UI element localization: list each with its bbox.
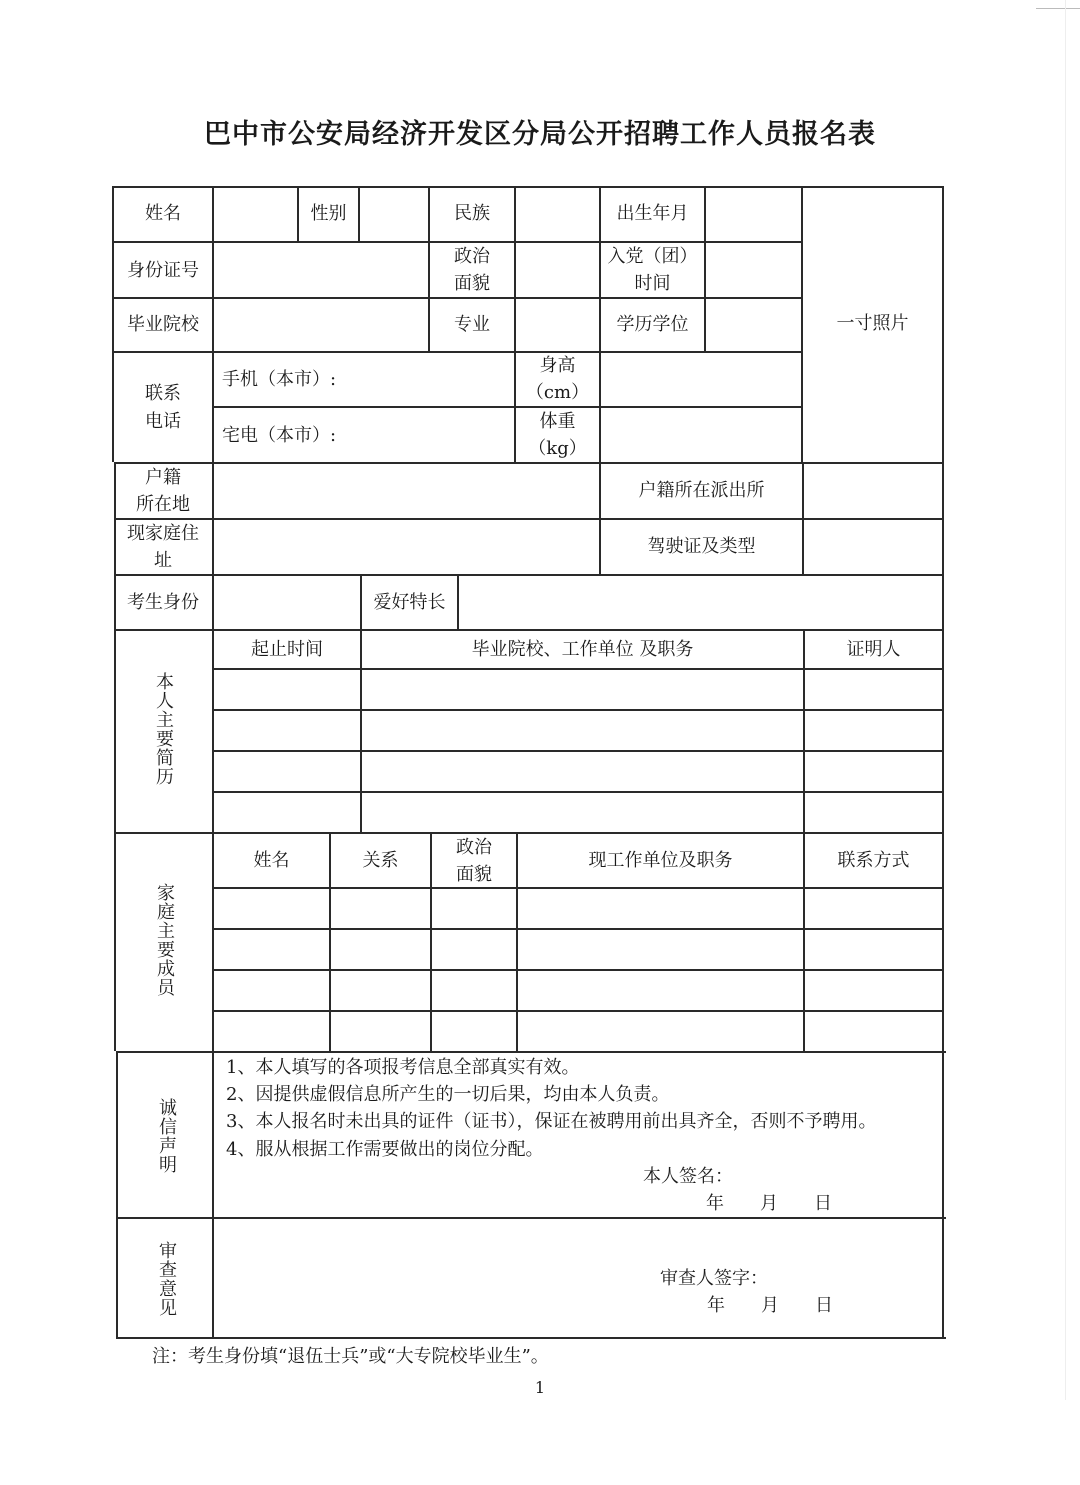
photo-placeholder: 一寸照片 [836,313,909,334]
label-hobby: 爱好特长 [373,592,446,613]
label-degree: 学历学位 [616,314,689,335]
label-name: 姓名 [145,203,181,224]
declaration-item-3: 3、本人报名时未出具的证件（证书），保证在被聘用前出具齐全，否则不予聘用。 [226,1111,877,1132]
label-ethnicity: 民族 [454,203,490,224]
label-school: 毕业院校 [127,314,199,335]
label-resume: 本人主要简历 [156,672,174,788]
label-declaration: 诚信声明 [159,1098,177,1176]
scan-edge-line [1065,0,1066,1400]
label-review: 审查意见 [159,1241,177,1319]
family-col-politics-2: 面貌 [456,864,492,885]
family-col-name: 姓名 [253,850,290,871]
label-major: 专业 [454,314,490,335]
review-signature: 审查人签字： [660,1268,768,1289]
footnote: 注：考生身份填“退伍士兵”或“大专院校毕业生”。 [152,1346,549,1367]
page-number: 1 [534,1378,546,1397]
label-height-1: 身高 [539,355,576,376]
family-col-work: 现工作单位及职务 [588,850,733,871]
resume-col-unit: 毕业院校、工作单位 及职务 [471,639,694,660]
declaration-item-1: 1、本人填写的各项报考信息全部真实有效。 [226,1057,580,1078]
label-identity: 考生身份 [127,592,199,613]
label-family: 家庭主要成员 [157,883,175,999]
scan-edge-mark [1036,0,1080,9]
family-col-politics-1: 政治 [456,837,492,858]
declaration-date: 年 月 日 [706,1193,832,1214]
label-weight-2: （kg） [528,438,587,459]
label-party-2: 时间 [634,273,671,294]
label-id-number: 身份证号 [127,260,199,281]
declaration-item-2: 2、因提供虚假信息所产生的一切后果，均由本人负责。 [226,1084,670,1105]
label-height-2: （cm） [525,382,590,403]
label-license: 驾驶证及类型 [647,536,756,557]
label-politics-1: 政治 [454,246,490,267]
label-mobile: 手机（本市）: [222,369,337,390]
label-address-1: 现家庭住 [127,523,199,544]
resume-col-time: 起止时间 [251,639,323,660]
label-gender: 性别 [310,203,347,224]
label-party-1: 入党（团） [607,246,698,267]
label-politics-2: 面貌 [454,273,490,294]
resume-col-witness: 证明人 [846,639,901,660]
declaration-signature: 本人签名： [643,1166,733,1187]
review-date: 年 月 日 [707,1295,833,1316]
label-address-2: 址 [154,550,172,571]
declaration-item-4: 4、服从根据工作需要做出的岗位分配。 [226,1139,544,1160]
label-police-station: 户籍所在派出所 [638,480,765,501]
label-household-1: 户籍 [145,467,181,488]
label-contact-2: 电话 [145,411,181,432]
family-col-relation: 关系 [362,850,399,871]
label-birth: 出生年月 [616,203,689,224]
form-title: 巴中市公安局经济开发区分局公开招聘工作人员报名表 [204,119,876,150]
label-weight-1: 体重 [539,411,576,432]
label-contact-1: 联系 [145,383,181,404]
label-home-phone: 宅电（本市）: [222,425,337,446]
family-col-contact: 联系方式 [837,850,910,871]
label-household-2: 所在地 [136,494,190,515]
